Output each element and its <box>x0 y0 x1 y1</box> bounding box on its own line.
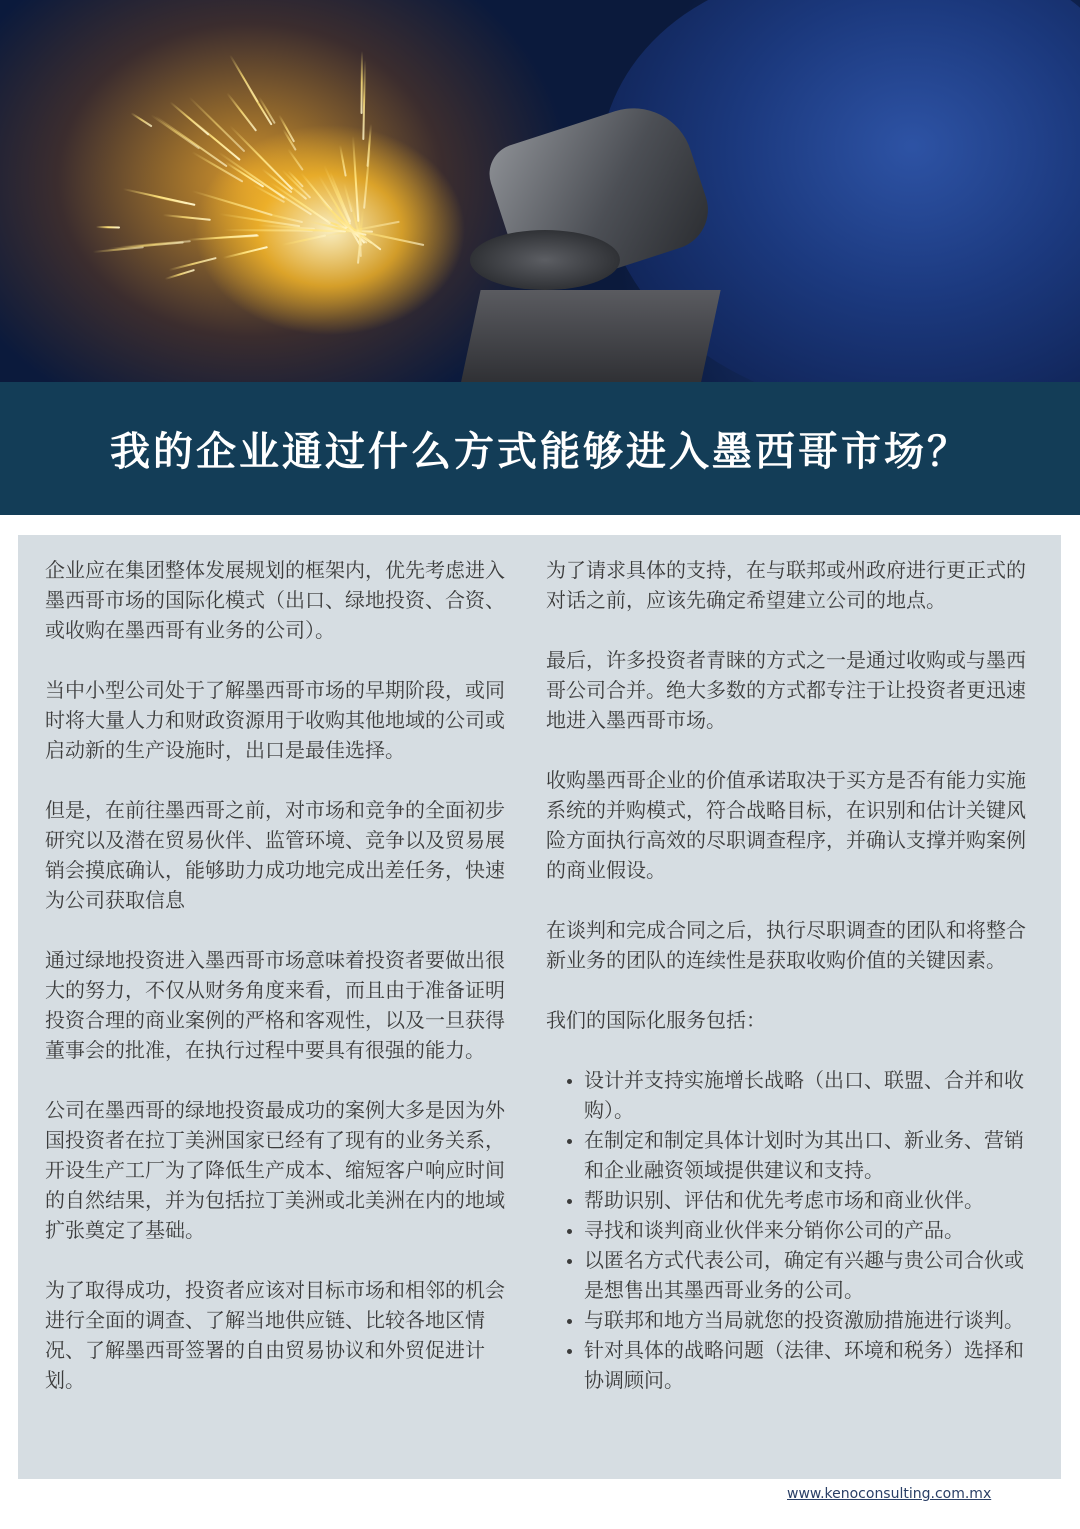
services-heading: 我们的国际化服务包括： <box>546 1008 766 1032</box>
right-column <box>546 555 1032 1395</box>
spark-streak <box>163 214 211 221</box>
list-item: • 以匿名方式代表公司，确定有兴趣与贵公司合伙或是想售出其墨西哥业务的公司。 <box>584 1245 1032 1305</box>
spark-streak <box>278 115 295 143</box>
spark-streak <box>222 246 267 259</box>
paragraph: 当中小型公司处于了解墨西哥市场的早期阶段，或同时将大量人力和财政资源用于收购其他地域的公司或启动新的生产设施时，出口是最佳选择。 <box>45 678 505 762</box>
spark-streak <box>217 151 285 199</box>
paragraph: 在谈判和完成合同之后，执行尽职调查的团队和将整合新业务的团队的连续性是获取收购价值的关键因素。 <box>546 918 1026 972</box>
paragraph: 公司在墨西哥的绿地投资最成功的案例大多是因为外国投资者在拉丁美洲国家已经有了现有的业务关系，开设生产工厂为了降低生产成本、缩短客户响应时间的自然结果，并为包括拉丁美洲或北美洲在内的地域扩张奠定了基础。 <box>45 1098 505 1242</box>
list-item: • 针对具体的战略问题（法律、环境和税务）选择和协调顾问。 <box>584 1335 1032 1395</box>
spark-streak <box>363 146 371 209</box>
spark-streak <box>122 188 194 206</box>
hero-photo <box>0 0 1080 382</box>
paragraph: 为了取得成功，投资者应该对目标市场和相邻的机会进行全面的调查、了解当地供应链、比较各地区情况、了解墨西哥签署的自由贸易协议和外贸促进计划。 <box>45 1278 505 1392</box>
paragraph: 但是，在前往墨西哥之前，对市场和竞争的全面初步研究以及潜在贸易伙伴、监管环境、竞争以及贸易展销会摸底确认，能够助力成功地完成出差任务，快速为公司获取信息 <box>45 798 505 912</box>
spark-streak <box>130 112 152 127</box>
content-panel <box>18 535 1061 1479</box>
website-link[interactable]: www.kenoconsulting.com.mx <box>787 1486 992 1502</box>
spark-streak <box>287 149 304 171</box>
left-column <box>45 555 511 1425</box>
spark-streak <box>246 84 273 125</box>
metal-workpiece <box>459 290 720 382</box>
spark-streak <box>96 226 120 228</box>
list-item: • 与联邦和地方当局就您的投资激励措施进行谈判。 <box>584 1305 1032 1335</box>
list-item: • 设计并支持实施增长战略（出口、联盟、合并和收购）。 <box>584 1065 1032 1125</box>
list-item: • 帮助识别、评估和优先考虑市场和商业伙伴。 <box>584 1185 1032 1215</box>
page-title: 我的企业通过什么方式能够进入墨西哥市场？ <box>110 429 970 475</box>
grinder-disc <box>470 230 620 290</box>
list-item: • 在制定和制定具体计划时为其出口、新业务、营销和企业融资领域提供建议和支持。 <box>584 1125 1032 1185</box>
paragraph: 企业应在集团整体发展规划的框架内，优先考虑进入墨西哥市场的国际化模式（出口、绿地投资、合资、或收购在墨西哥有业务的公司）。 <box>45 558 505 642</box>
spark-streak <box>119 240 190 248</box>
paragraph: 通过绿地投资进入墨西哥市场意味着投资者要做出很大的努力，不仅从财务角度来看，而且由于准备证明投资合理的商业案例的严格和客观性，以及一旦获得董事会的批准，在执行过程中要具有很强的能力。 <box>45 948 505 1062</box>
paragraph: 为了请求具体的支持，在与联邦或州政府进行更正式的对话之前，应该先确定希望建立公司的地点。 <box>546 558 1026 612</box>
title-band <box>0 382 1080 515</box>
spark-streak <box>360 51 362 114</box>
services-list <box>546 1065 1032 1395</box>
paragraph: 最后，许多投资者青睐的方式之一是通过收购或与墨西哥公司合并。绝大多数的方式都专注于让投资者更迅速地进入墨西哥市场。 <box>546 648 1026 732</box>
paragraph: 收购墨西哥企业的价值承诺取决于买方是否有能力实施系统的并购模式，符合战略目标，在识别和估计关键风险方面执行高效的尽职调查程序，并确认支撑并购案例的商业假设。 <box>546 768 1026 882</box>
spark-streak <box>187 235 258 242</box>
list-item: • 寻找和谈判商业伙伴来分销你公司的产品。 <box>584 1215 1032 1245</box>
spark-streak <box>339 145 347 177</box>
